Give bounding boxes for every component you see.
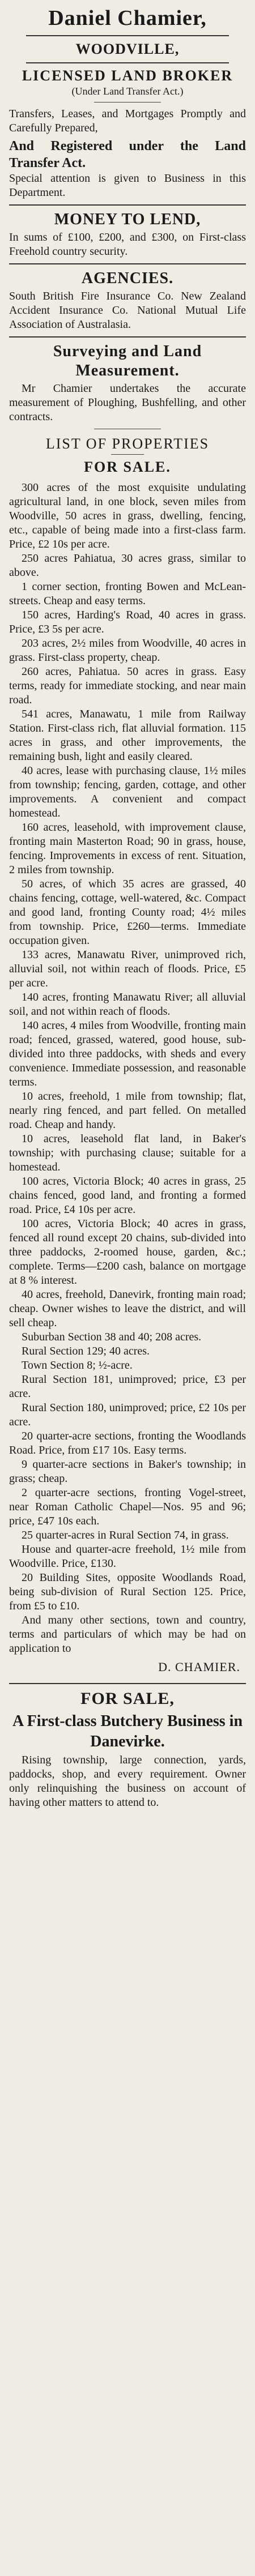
licence-title: LICENSED LAND BROKER xyxy=(22,67,233,84)
property-item: 2 quarter-acre sections, fronting Vogel-street, near Roman Catholic Chapel—Nos. 95 and 96; price, £47 10s each. xyxy=(9,1486,246,1527)
property-item: Rural Section 181, unimproved; price, £3 per acre. xyxy=(9,1373,246,1400)
properties-subheading: FOR SALE. xyxy=(84,459,171,475)
butchery-text: Rising township, large connection, yards, paddocks, shop, and every requirement. Owner only relinquishing the business on account of having other matters to attend to. xyxy=(9,1754,246,1809)
surveying-block xyxy=(9,342,246,424)
property-item: House and quarter-acre freehold, 1½ mile from Woodville. Price, £130. xyxy=(9,1543,246,1570)
property-item: 260 acres, Pahiatua. 50 acres in grass. Easy terms, ready for immediate stocking, and near main road. xyxy=(9,665,246,706)
butchery-block xyxy=(9,1689,246,1810)
property-item: 20 quarter-acre sections, fronting the Woodlands Road. Price, from £17 10s. Easy terms. xyxy=(9,1430,246,1456)
property-item: 203 acres, 2½ miles from Woodville, 40 acres in grass. First-class property, cheap. xyxy=(9,637,246,664)
intro-special: Special attention is given to Business in this Department. xyxy=(9,172,246,199)
property-item: 20 Building Sites, opposite Woodlands Road, being sub-division of Rural Section 125. Price, from £5 to £10. xyxy=(9,1571,246,1612)
licence-subtitle: (Under Land Transfer Act.) xyxy=(71,86,184,97)
signature: D. CHAMIER. xyxy=(158,1660,240,1674)
divider xyxy=(26,35,229,36)
property-item: 10 acres, leasehold flat land, in Baker's township; with purchasing clause; suitable for a homestead. xyxy=(9,1133,246,1173)
butchery-subheading: A First-class Butchery Business in Danevirke. xyxy=(12,1712,243,1750)
section-divider xyxy=(9,263,246,264)
property-item: 100 acres, Victoria Block; 40 acres in grass, fenced all round except 20 chains, sub-divided into three paddocks, 2-roomed house, garden, &c.; complete. Terms—£200 cash, balance on mortgage at 8 % interest. xyxy=(9,1217,246,1287)
surveying-text: Mr Chamier undertakes the accurate measurement of Ploughing, Bushfelling, and other contracts. xyxy=(9,382,246,423)
town-name: WOODVILLE, xyxy=(75,41,180,57)
property-item: 300 acres of the most exquisite undulating agricultural land, in one block, seven miles from Woodville, 50 acres in grass, dwelling, fencing, etc., capable of being made into a first-class farm. Price, £2 10s per acre. xyxy=(9,481,246,550)
property-item: And many other sections, town and country, terms and particulars of which may be had on application to xyxy=(9,1614,246,1655)
butchery-heading: FOR SALE, xyxy=(80,1689,175,1708)
agencies-block xyxy=(9,269,246,332)
property-item: 100 acres, Victoria Block; 40 acres in grass, 25 chains fenced, good land, and fronting a formed road. Price, £4 10s per acre. xyxy=(9,1175,246,1216)
property-item: 541 acres, Manawatu, 1 mile from Railway Station. First-class rich, flat alluvial formation. 115 acres in grass, and other improvements, the remaining bush, light and easily cleared. xyxy=(9,708,246,763)
property-item: 160 acres, leasehold, with improvement clause, fronting main Masterton Road; 90 in grass, house, fencing. Improvements in excess of rent. Situation, 2 miles from township. xyxy=(9,821,246,876)
section-divider xyxy=(9,336,246,338)
property-item: Rural Section 180, unimproved; price, £2 10s per acre. xyxy=(9,1402,246,1428)
property-item: 250 acres Pahiatua, 30 acres grass, similar to above. xyxy=(9,552,246,579)
section-divider xyxy=(9,1683,246,1684)
properties-header xyxy=(9,435,246,476)
surveying-heading: Surveying and Land Measurement. xyxy=(53,343,202,379)
property-list xyxy=(9,481,246,1675)
money-block xyxy=(9,210,246,259)
short-divider xyxy=(111,454,144,455)
property-item: 40 acres, freehold, Danevirk, fronting main road; cheap. Owner wishes to leave the district, and will sell cheap. xyxy=(9,1288,246,1329)
property-item: Rural Section 129; 40 acres. xyxy=(22,1345,150,1357)
property-item: 140 acres, fronting Manawatu River; all alluvial soil, and not within reach of floods. xyxy=(9,991,246,1018)
money-heading: MONEY TO LEND, xyxy=(54,211,201,228)
property-item: 133 acres, Manawatu River, unimproved rich, alluvial soil, not within reach of floods. Price, £5 per acre. xyxy=(9,949,246,989)
properties-heading: LIST OF PROPERTIES xyxy=(45,435,210,452)
intro-block xyxy=(9,107,246,200)
broker-name: Daniel Chamier, xyxy=(48,6,207,30)
divider xyxy=(26,62,229,63)
property-item: 9 quarter-acre sections in Baker's township; in grass; cheap. xyxy=(9,1458,246,1485)
money-text: In sums of £100, £200, and £300, on First-class Freehold country security. xyxy=(9,231,246,258)
property-item: 10 acres, freehold, 1 mile from township; flat, nearly ring fenced, and part felled. On metalled road. Cheap and handy. xyxy=(9,1090,246,1131)
property-item: 1 corner section, fronting Bowen and McLean-streets. Cheap and easy terms. xyxy=(9,580,246,607)
intro-registered: And Registered under the Land Transfer Act. xyxy=(9,139,246,170)
agencies-text: South British Fire Insurance Co. New Zealand Accident Insurance Co. National Mutual Life Association of Australasia. xyxy=(9,290,246,331)
section-divider xyxy=(9,204,246,206)
property-item: 25 quarter-acres in Rural Section 74, in grass. xyxy=(22,1529,229,1541)
property-item: 40 acres, lease with purchasing clause, 1½ miles from township; fencing, garden, cottage, and other improvements. A convenient and compact homestead. xyxy=(9,764,246,819)
intro-transfers: Transfers, Leases, and Mortgages Promptly and Carefully Prepared, xyxy=(9,108,246,134)
property-item: Town Section 8; ½-acre. xyxy=(22,1359,133,1372)
property-item: 150 acres, Harding's Road, 40 acres in grass. Price, £3 5s per acre. xyxy=(9,609,246,635)
property-item: Suburban Section 38 and 40; 208 acres. xyxy=(22,1331,202,1343)
property-item: 140 acres, 4 miles from Woodville, fronting main road; fenced, grassed, watered, good house, sub-divided into three paddocks, with sheds and every convenience. Immediate possession, and reasonable terms. xyxy=(9,1019,246,1088)
advertisement-column xyxy=(7,0,248,1810)
header-block xyxy=(9,5,246,97)
agencies-heading: AGENCIES. xyxy=(81,270,174,287)
property-item: 50 acres, of which 35 acres are grassed, 40 chains fencing, cottage, well-watered, &c. Compact and good land, fronting County road; 4½ miles from township. Price, £260—terms. Immediate occupation given. xyxy=(9,878,246,947)
